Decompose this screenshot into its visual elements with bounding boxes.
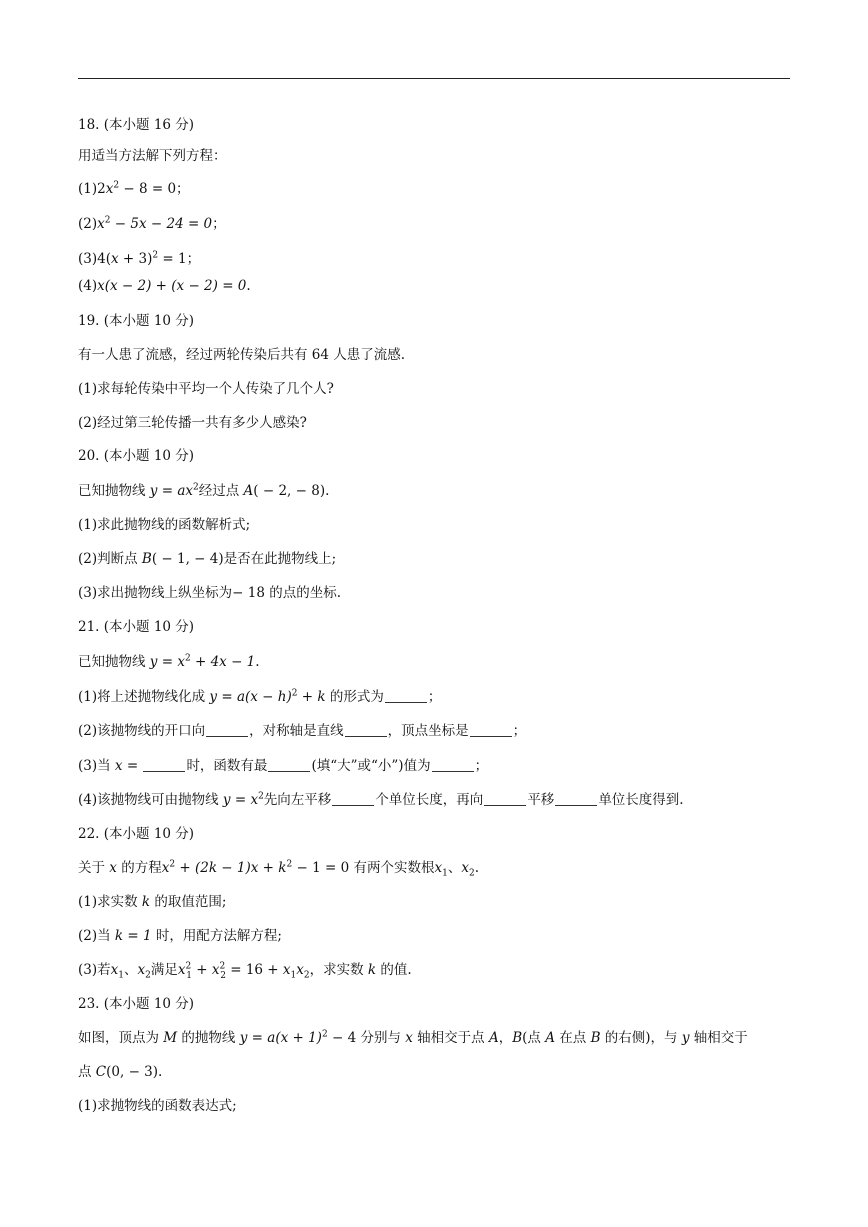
q21-part4: (4)该抛物线可由抛物线 $y = x^2$先向左平移 个单位长度，再向 平移 单位长度得到. [78,791,684,808]
answer-blank [332,793,374,806]
q19-part1: (1)求每轮传染中平均一个人传染了几个人? [78,381,334,397]
answer-blank [484,793,526,806]
answer-blank [470,724,512,737]
q19-prompt: 有一人患了流感，经过两轮传染后共有 64 人患了流感. [78,347,406,363]
q20-part3: (3)求出抛物线上纵坐标为− 18 的点的坐标. [78,585,341,601]
q21-part2: (2)该抛物线的开口向 ，对称轴是直线 ，顶点坐标是 ； [78,723,527,739]
q20-prompt: 已知抛物线 $y = ax^2$经过点 A( − 2, − 8). [78,482,330,499]
q21-prompt: 已知抛物线 $y = x^2 + 4x - 1$. [78,653,260,670]
q19-header: 19. (本小题 10 分) [78,313,195,329]
q18-part4: (4)x(x − 2) + (x − 2) = 0. [78,278,251,294]
q20-part1: (1)求此抛物线的函数解析式; [78,517,251,533]
q18-prompt: 用适当方法解下列方程： [78,148,227,164]
answer-blank [206,724,248,737]
q22-header: 22. (本小题 10 分) [78,826,195,842]
answer-blank [268,759,310,772]
q18-part1: $(1)2x^2 - 8 = 0$； [78,180,190,197]
answer-blank [555,793,597,806]
answer-blank [345,724,387,737]
q18-part3: $(3)4(x + 3)^2 = 1$； [78,250,201,267]
q21-header: 21. (本小题 10 分) [78,619,195,635]
q23-header: 23. (本小题 10 分) [78,996,195,1012]
q21-part3: (3)当 x = 时，函数有最 (填“大”或“小”)值为 ； [78,758,489,774]
q23-line1: 如图，顶点为 M 的抛物线 $y = a(x + 1)^2 - 4$ 分别与 x 轴相交于点 A，B(点 A 在点 B 的右侧)，与 y 轴相交于 [78,1029,748,1046]
q19-part2: (2)经过第三轮传播一共有多少人感染? [78,415,307,431]
q22-part1: (1)求实数 k 的取值范围; [78,894,227,910]
q23-line2: 点 C(0, − 3). [78,1064,163,1080]
header-rule [78,78,790,79]
q20-header: 20. (本小题 10 分) [78,448,195,464]
q18-part2: $(2)x^2 - 5x - 24 = 0$； [78,215,226,232]
answer-blank [432,759,474,772]
q21-part1: (1)将上述抛物线化成 $y = a(x - h)^2 + k$ 的形式为 ； [78,688,442,705]
q18-header: 18. (本小题 16 分) [78,117,195,133]
q23-part1: (1)求抛物线的函数表达式; [78,1098,237,1114]
q20-part2: (2)判断点 B( − 1, − 4)是否在此抛物线上; [78,551,337,567]
answer-blank [143,759,185,772]
q22-prompt: 关于 x 的方程$x^2 + (2k - 1)x + k^2 - 1 = 0$ 有两个实数根$x_1$、$x_2$. [78,859,479,879]
q22-part2: (2)当 k = 1 时，用配方法解方程; [78,928,282,944]
q22-part3: (3)若$x_1$、$x_2$满足$x^2_1 + x^2_2 = 16 + x_1x_2$，求实数 k 的值. [78,961,412,981]
answer-blank [385,690,427,703]
